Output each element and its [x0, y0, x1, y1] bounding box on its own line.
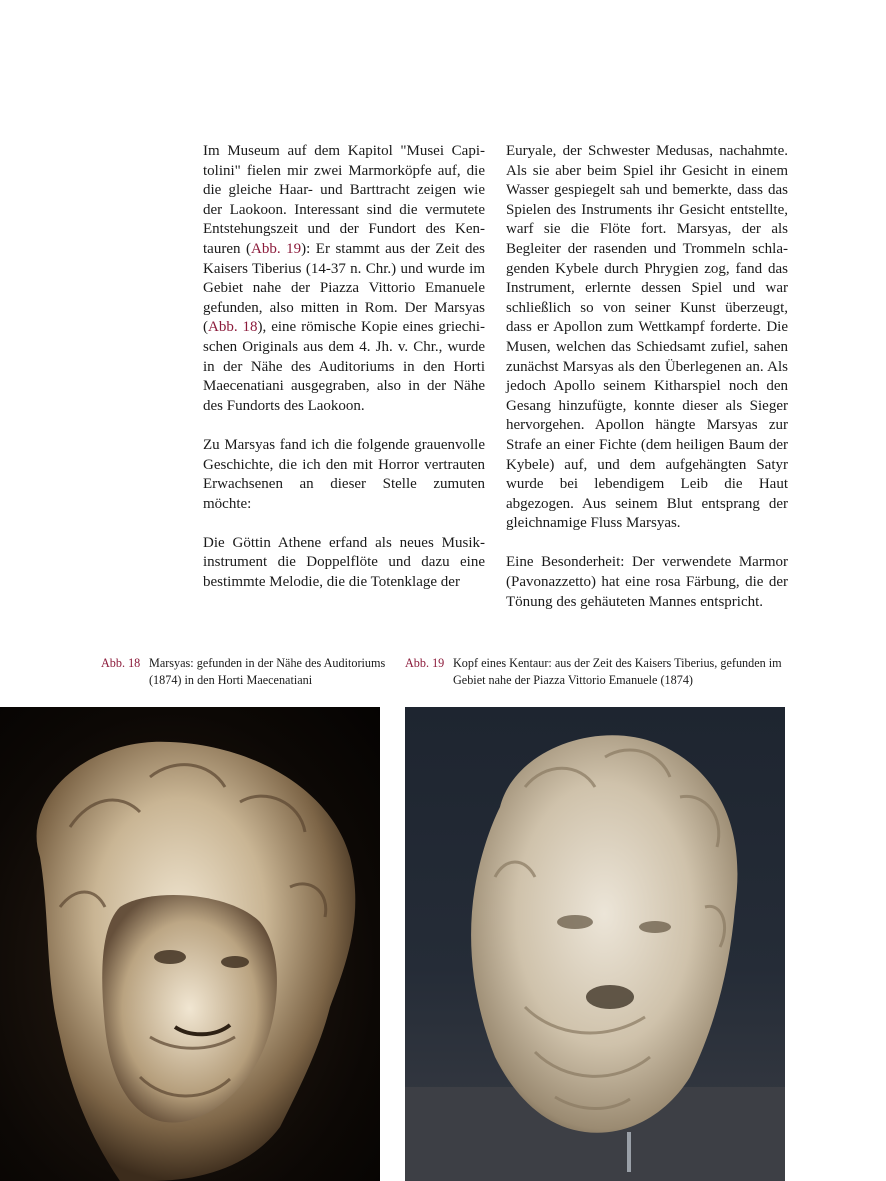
- figure-caption-19: [405, 655, 785, 688]
- figure-caption-18: [101, 655, 386, 688]
- figure-reference-abb-18[interactable]: Abb. 18: [208, 319, 258, 336]
- paragraph-text: Im Museum auf dem Kapitol "Musei Capitolini" fielen mir zwei Marmorköpfe auf, die die gleiche Haar- und Barttracht zeigen wie der Laokoon. Interessant sind die vermutete Entstehungszeit und der Fundort des Kentauren (: [203, 143, 485, 257]
- text-column-left: [203, 142, 485, 593]
- caption-text: Marsyas: gefunden in der Nähe des Auditoriums (1874) in den Horti Maecenatiani: [149, 656, 386, 687]
- paragraph: Eine Besonderheit: Der verwendete Marmor (Pavonazzetto) hat eine rosa Färbung, die der Tönung des gehäuteten Mannes entspricht.: [506, 554, 788, 610]
- paragraph: Euryale, der Schwester Medusas, nachahmte. Als sie aber beim Spiel ihr Gesicht in einem Wasser gespiegelt sah und bemerkte, dass das Spielen des Instruments ihr Gesicht entstellte, warf sie die Flöte fort. Marsyas, der als Begleiter der rasenden und Trommeln schlagenden Kybele durch Phrygien zog, fand das Instrument, erlernte dessen Spiel und war schließlich so von seiner Kunst überzeugt, dass er Apollon zum Wettkampf forderte. Die Musen, welchen das Schiedsamt zufiel, sahen zunächst Marsyas als den Überlegenen an. Als jedoch Apollo seinem Kitharspiel noch den Gesang hinzufügte, konnte dieser als Sieger hervorgehen. Apollon hängte Marsyas zur Strafe an einer Fichte (dem heiligen Baum der Kybele) auf, und dem aufgehängten Satyr wurde bei lebendigem Leib die Haut abgezogen. Aus seinem Blut entsprang der gleichnamige Fluss Marsyas.: [506, 143, 788, 532]
- caption-label: Abb. 18: [101, 656, 141, 670]
- paragraph-text: ): Er stammt aus der Zeit des Kaisers Tiberius (14-37 n. Chr.) und wurde im Gebiet nahe der Piazza Vittorio Emanuele gefunden, also mitten in Rom. Der Marsyas (: [203, 240, 485, 336]
- paragraph-text: ), eine römische Kopie eines griechischen Originals aus dem 4. Jh. v. Chr., wurde in der Nähe des Auditoriums in den Horti Maecenatiani ausgegraben, also in der Nähe des Fundorts des Laokoon.: [203, 319, 485, 414]
- photo-kentaur-head: [405, 707, 785, 1181]
- paragraph: Zu Marsyas fand ich die folgende grauenvolle Geschichte, die ich den mit Horror vertrauten Erwachsenen an dieser Stelle zumuten möchte:: [203, 436, 485, 512]
- caption-text: Kopf eines Kentaur: aus der Zeit des Kaisers Tiberius, gefunden im Gebiet nahe der Piazza Vittorio Emanuele (1874): [453, 656, 782, 687]
- caption-label: Abb. 19: [405, 656, 445, 670]
- paragraph: [203, 142, 485, 416]
- text-column-right: [506, 142, 788, 612]
- photo-marsyas-head: [0, 707, 380, 1181]
- paragraph: Die Göttin Athene erfand als neues Musikinstrument die Doppelflöte und dazu eine bestimmte Melodie, die die Totenklage der: [203, 534, 485, 591]
- figure-reference-abb-19[interactable]: Abb. 19: [251, 240, 302, 257]
- marble-head-illustration: [405, 707, 785, 1181]
- marble-head-illustration: [0, 707, 380, 1181]
